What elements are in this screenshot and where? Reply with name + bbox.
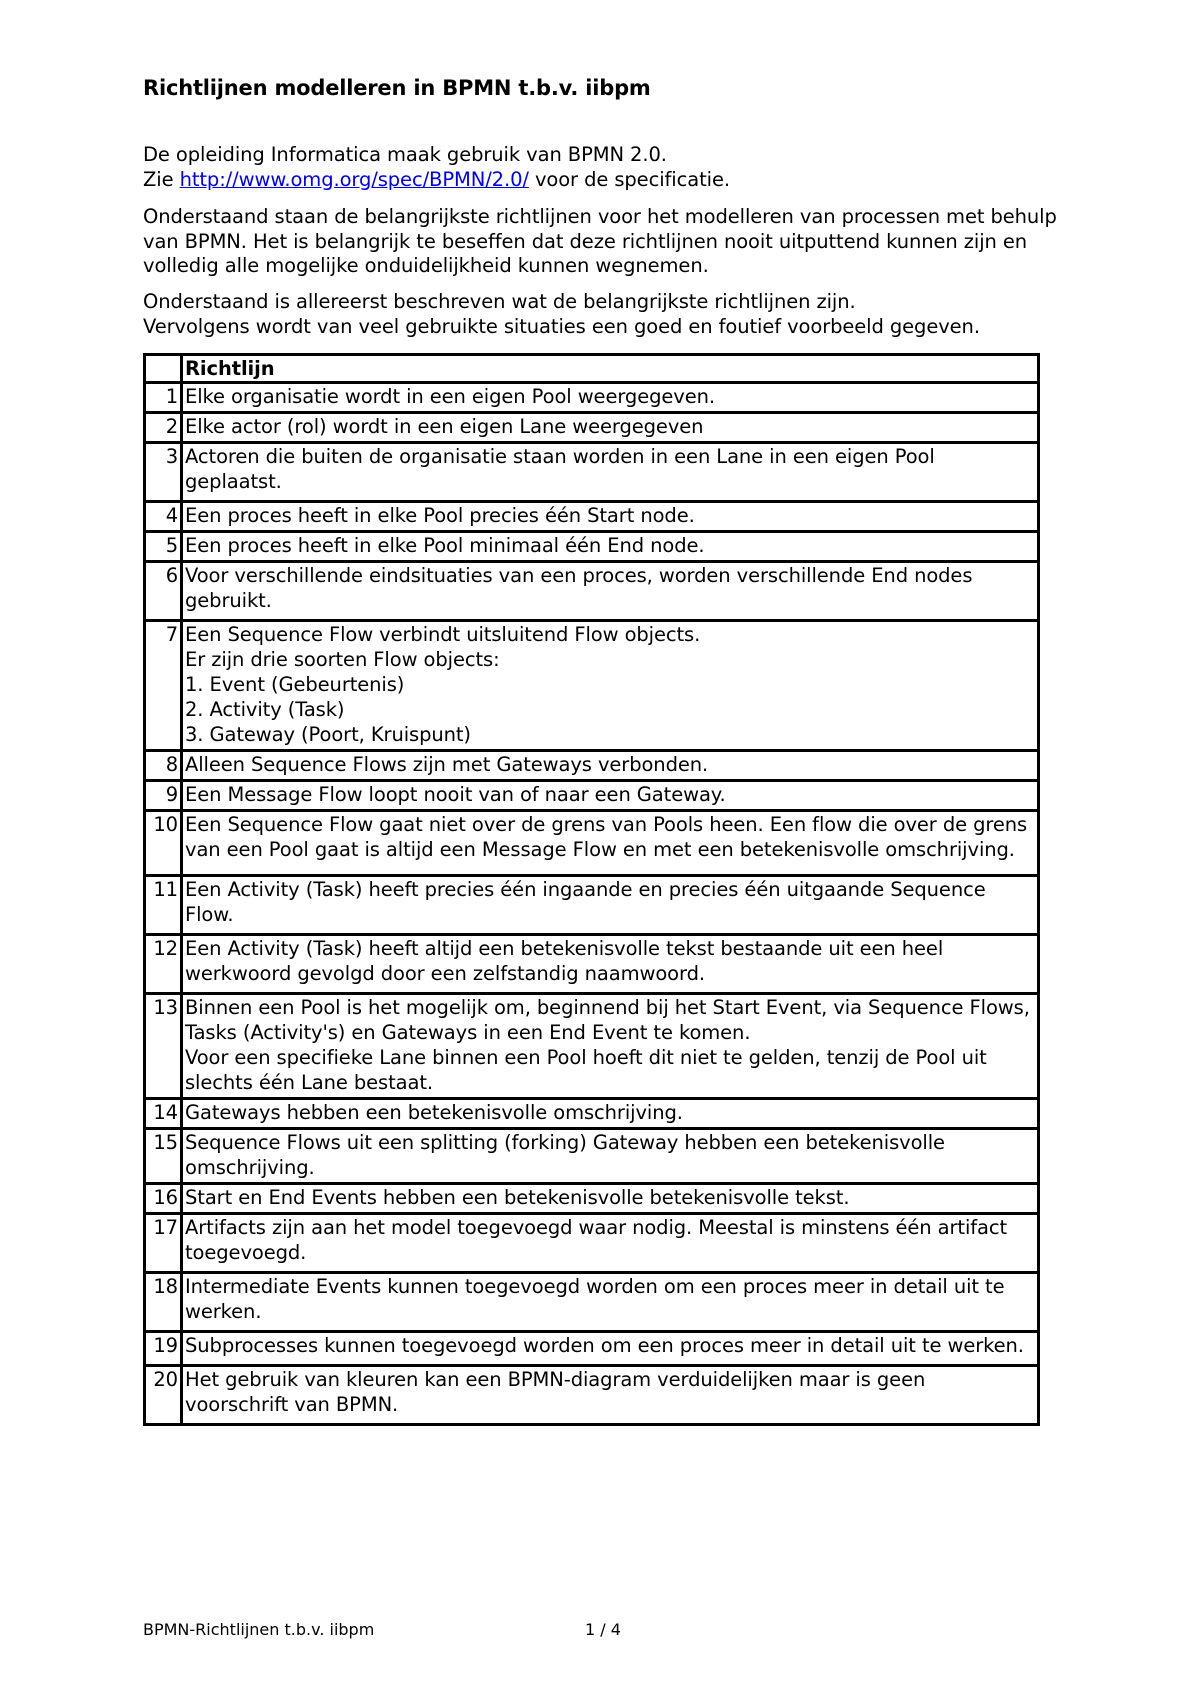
table-row <box>145 1273 1039 1332</box>
row-guideline-text <box>182 751 1039 781</box>
row-guideline-text <box>182 1273 1039 1332</box>
spec-prefix: Zie <box>143 167 180 191</box>
guideline-line: Een Activity (Task) heeft altijd een betekenisvolle tekst bestaande uit een heel werkwoord gevolgd door een zelfstandig naamwoord. <box>185 937 944 985</box>
guideline-line: 3. Gateway (Poort, Kruispunt) <box>185 723 471 746</box>
table-row <box>145 994 1039 1099</box>
row-guideline-text <box>182 1184 1039 1214</box>
overview-paragraph <box>143 290 1063 339</box>
table-row <box>145 621 1039 751</box>
row-guideline-text <box>182 562 1039 621</box>
row-number: 10 <box>145 811 182 876</box>
row-number: 13 <box>145 994 182 1099</box>
table-row <box>145 781 1039 811</box>
paragraph-line: Onderstaand is allereerst beschreven wat de belangrijkste richtlijnen zijn. <box>143 290 856 313</box>
guideline-line: Voor verschillende eindsituaties van een proces, worden verschillende End nodes gebruikt. <box>185 564 973 612</box>
row-number: 14 <box>145 1099 182 1129</box>
table-row <box>145 935 1039 994</box>
guideline-line: Er zijn drie soorten Flow objects: <box>185 648 500 671</box>
table-row <box>145 1366 1039 1425</box>
row-guideline-text <box>182 1099 1039 1129</box>
row-number: 20 <box>145 1366 182 1425</box>
table-row <box>145 562 1039 621</box>
intro-paragraph <box>143 143 1063 192</box>
guidelines-table <box>143 353 1040 1426</box>
row-guideline-text <box>182 383 1039 413</box>
row-guideline-text <box>182 1129 1039 1184</box>
row-number: 16 <box>145 1184 182 1214</box>
paragraph-line: Vervolgens wordt van veel gebruikte situaties een goed en foutief voorbeeld gegeven. <box>143 314 980 338</box>
row-number: 11 <box>145 876 182 935</box>
guideline-line: Een Sequence Flow gaat niet over de grens van Pools heen. Een flow die over de grens van een Pool gaat is altijd een Message Flow en met een betekenisvolle omschrijving. <box>185 813 1028 861</box>
guideline-line: Sequence Flows uit een splitting (forking) Gateway hebben een betekenisvolle omschrijving. <box>185 1131 945 1179</box>
row-guideline-text <box>182 935 1039 994</box>
row-guideline-text <box>182 1366 1039 1425</box>
row-guideline-text <box>182 994 1039 1099</box>
spec-suffix: voor de specificatie. <box>528 167 730 191</box>
row-guideline-text <box>182 443 1039 502</box>
row-number: 3 <box>145 443 182 502</box>
row-guideline-text <box>182 1214 1039 1273</box>
guideline-line: Het gebruik van kleuren kan een BPMN-diagram verduidelijken maar is geen voorschrift van BPMN. <box>185 1368 926 1416</box>
row-number: 18 <box>145 1273 182 1332</box>
guideline-line: Een Sequence Flow verbindt uitsluitend Flow objects. <box>185 623 701 646</box>
row-number: 9 <box>145 781 182 811</box>
guideline-line: Binnen een Pool is het mogelijk om, beginnend bij het Start Event, via Sequence Flows, Tasks (Activity's) en Gateways in een End Event te komen. <box>185 996 1030 1044</box>
row-number: 19 <box>145 1332 182 1366</box>
row-guideline-text <box>182 876 1039 935</box>
table-row <box>145 443 1039 502</box>
table-row <box>145 1099 1039 1129</box>
footer-page-number: 1 / 4 <box>585 1620 621 1639</box>
row-number: 1 <box>145 383 182 413</box>
spec-link[interactable]: http://www.omg.org/spec/BPMN/2.0/ <box>179 167 529 191</box>
table-row <box>145 502 1039 532</box>
row-number: 5 <box>145 532 182 562</box>
guidelines-intro-paragraph <box>143 205 1063 279</box>
guideline-line: 1. Event (Gebeurtenis) <box>185 673 405 696</box>
guideline-line: Een Activity (Task) heeft precies één ingaande en precies één uitgaande Sequence Flow. <box>185 878 986 926</box>
page-title: Richtlijnen modelleren in BPMN t.b.v. iibpm <box>143 76 651 100</box>
paragraph-text: Onderstaand staan de belangrijkste richtlijnen voor het modelleren van processen met behulp van BPMN. Het is belangrijk te beseffen dat deze richtlijnen nooit uitputtend kunnen zijn en volledig alle mogelijke onduidelijkheid kunnen wegnemen. <box>143 205 1057 277</box>
guideline-line: Alleen Sequence Flows zijn met Gateways verbonden. <box>185 753 709 776</box>
table-row <box>145 383 1039 413</box>
row-guideline-text <box>182 502 1039 532</box>
guideline-line: Elke actor (rol) wordt in een eigen Lane weergegeven <box>185 415 704 438</box>
row-guideline-text <box>182 621 1039 751</box>
guideline-line: 2. Activity (Task) <box>185 698 345 721</box>
guideline-line: Een Message Flow loopt nooit van of naar een Gateway. <box>185 783 726 806</box>
row-number: 4 <box>145 502 182 532</box>
guideline-line: Een proces heeft in elke Pool minimaal één End node. <box>185 534 705 557</box>
guideline-line: Actoren die buiten de organisatie staan worden in een Lane in een eigen Pool geplaatst. <box>185 445 935 493</box>
table-row <box>145 811 1039 876</box>
guideline-line: Artifacts zijn aan het model toegevoegd waar nodig. Meestal is minstens één artifact toegevoegd. <box>185 1216 1008 1264</box>
row-guideline-text <box>182 532 1039 562</box>
row-number: 2 <box>145 413 182 443</box>
row-guideline-text <box>182 413 1039 443</box>
row-number: 15 <box>145 1129 182 1184</box>
table-row <box>145 1332 1039 1366</box>
table-header-row <box>145 355 1039 383</box>
spec-reference-line <box>143 168 1063 193</box>
guideline-line: Intermediate Events kunnen toegevoegd worden om een proces meer in detail uit te werken. <box>185 1275 1005 1323</box>
table-row <box>145 1184 1039 1214</box>
guideline-line: Voor een specifieke Lane binnen een Pool hoeft dit niet te gelden, tenzij de Pool uit slechts één Lane bestaat. <box>185 1046 987 1094</box>
intro-line: De opleiding Informatica maak gebruik van BPMN 2.0. <box>143 143 667 166</box>
table-row <box>145 413 1039 443</box>
table-row <box>145 1214 1039 1273</box>
row-guideline-text <box>182 1332 1039 1366</box>
guideline-line: Elke organisatie wordt in een eigen Pool weergegeven. <box>185 385 715 408</box>
header-label-cell: Richtlijn <box>182 355 1039 383</box>
row-number: 17 <box>145 1214 182 1273</box>
row-number: 8 <box>145 751 182 781</box>
guideline-line: Start en End Events hebben een betekenisvolle betekenisvolle tekst. <box>185 1186 850 1209</box>
guideline-line: Subprocesses kunnen toegevoegd worden om een proces meer in detail uit te werken. <box>185 1334 1024 1357</box>
table-row <box>145 876 1039 935</box>
row-number: 12 <box>145 935 182 994</box>
table-row <box>145 1129 1039 1184</box>
table-row <box>145 532 1039 562</box>
row-guideline-text <box>182 781 1039 811</box>
row-number: 6 <box>145 562 182 621</box>
header-number-cell <box>145 355 182 383</box>
row-number: 7 <box>145 621 182 751</box>
guideline-line: Gateways hebben een betekenisvolle omschrijving. <box>185 1101 683 1124</box>
footer-document-name: BPMN-Richtlijnen t.b.v. iibpm <box>143 1620 375 1639</box>
table-row <box>145 751 1039 781</box>
guideline-line: Een proces heeft in elke Pool precies één Start node. <box>185 504 695 527</box>
row-guideline-text <box>182 811 1039 876</box>
